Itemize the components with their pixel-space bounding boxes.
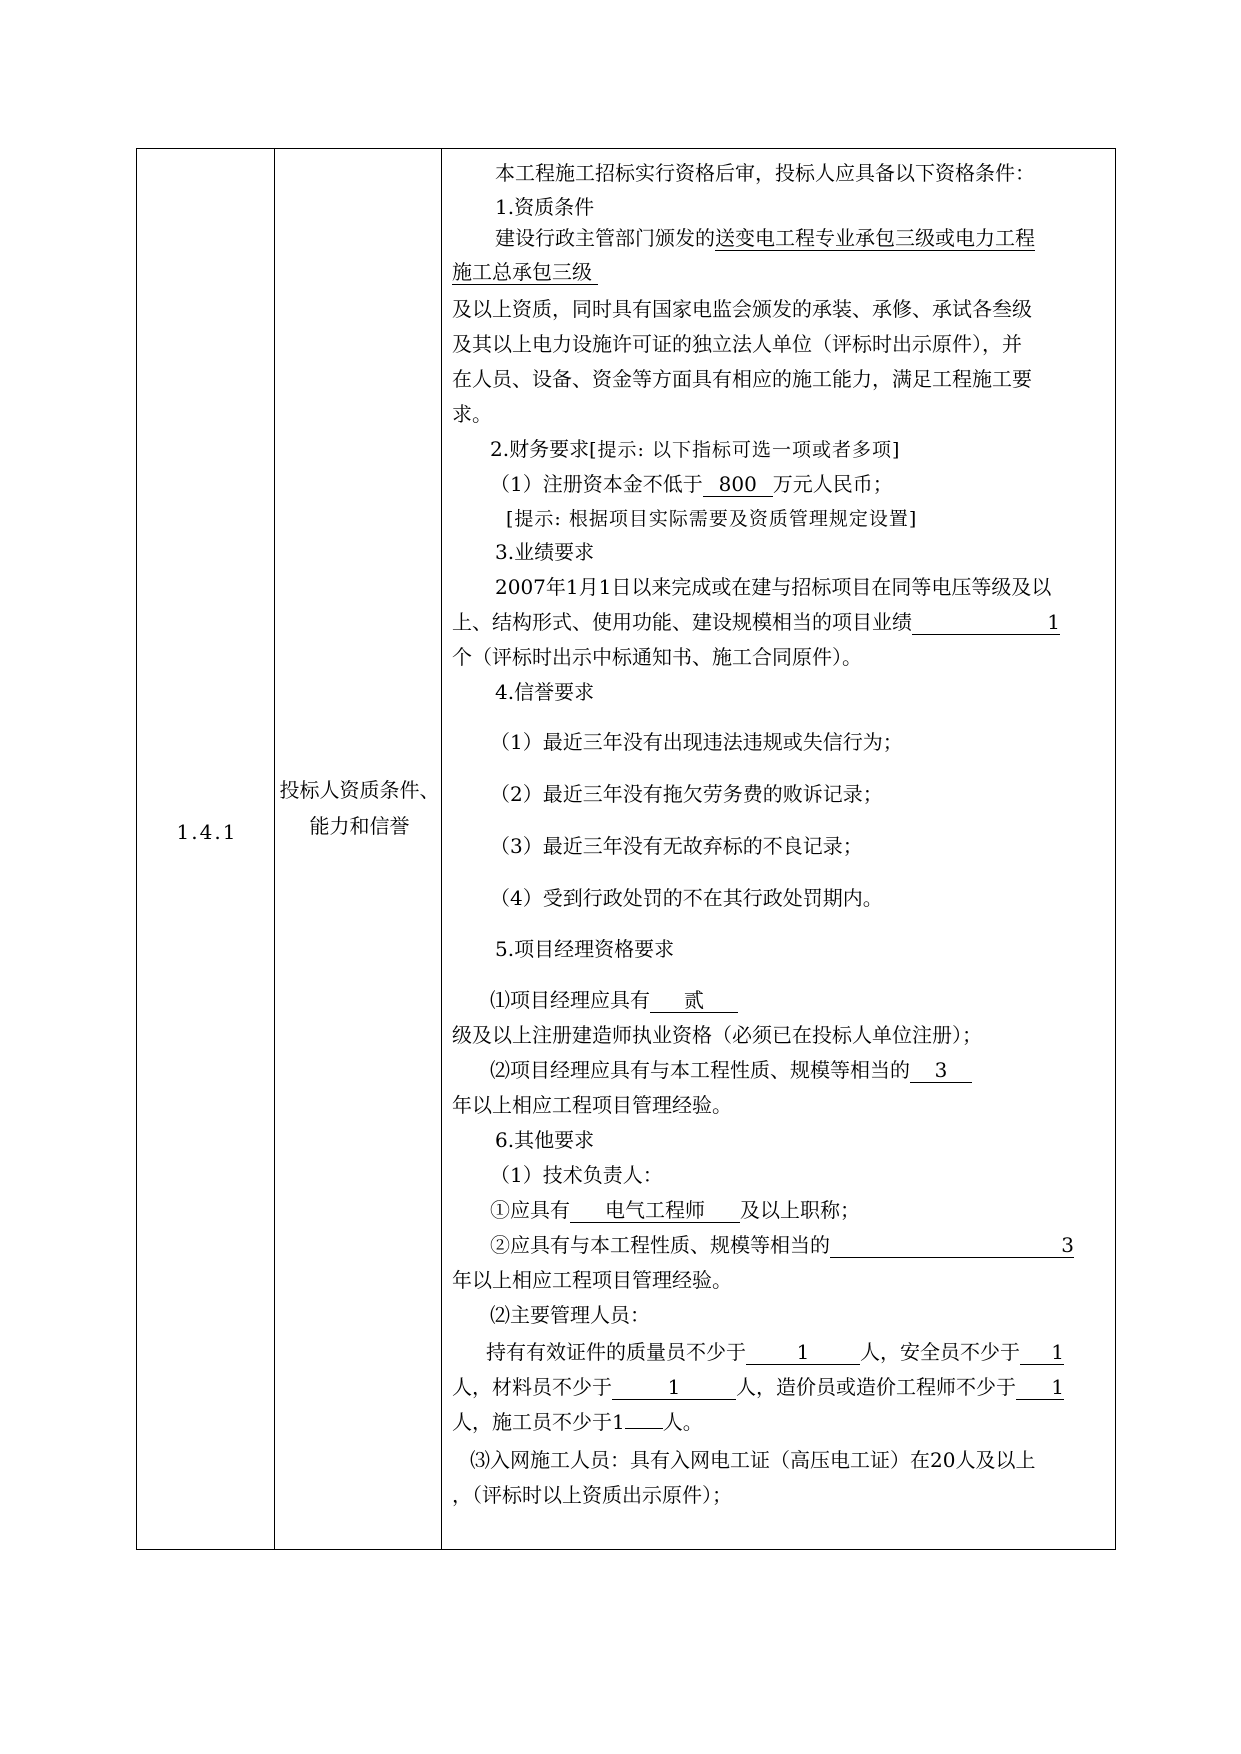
qualification-line-3: 及以上资质，同时具有国家电监会颁发的承装、承修、承试各叁级: [452, 297, 1032, 321]
staff-line-3-blank: [625, 1428, 663, 1429]
staff-line-3-b: 人。: [662, 1410, 703, 1434]
finance-hint: [提示: 以下指标可选一项或者多项]: [589, 439, 901, 461]
finance-item-1: [490, 470, 893, 498]
credit-heading: 4.信誉要求: [495, 680, 595, 704]
credit-item-4: （4）受到行政处罚的不在其行政处罚期内。: [490, 886, 883, 910]
grid-workers-line-2: ，（评标时以上资质出示原件）；: [452, 1483, 732, 1507]
tech-lead-a-suffix: 及以上职称；: [740, 1198, 860, 1222]
staff-line-1-a: 持有有效证件的质量员不少于: [486, 1340, 746, 1364]
intro-text: 本工程施工招标实行资格后审，投标人应具备以下资格条件：: [495, 161, 1035, 185]
grid-workers-line-1: ⑶入网施工人员：具有入网电工证（高压电工证）在20人及以上: [470, 1448, 1036, 1472]
manager-item-2: [490, 1056, 972, 1084]
qualification-line-6: 求。: [452, 402, 492, 426]
qualification-prefix: 建设行政主管部门颁发的: [495, 226, 715, 250]
credit-item-1: （1）最近三年没有出现违法违规或失信行为；: [490, 730, 903, 754]
finance-heading-line: [490, 435, 900, 464]
staff-line-2-a: 人，材料员不少于: [452, 1375, 612, 1399]
tech-lead-title: 电气工程师: [570, 1198, 740, 1223]
column-divider-2: [441, 148, 442, 1550]
qualification-underlined-2: 施工总承包三级: [452, 260, 598, 285]
qualification-line-2: [452, 258, 598, 286]
staff-line-1: [486, 1338, 1064, 1366]
material-clerk-count: 1: [612, 1375, 736, 1400]
constructor-grade: 贰: [650, 988, 738, 1013]
qualification-underlined-1: 送变电工程专业承包三级或电力工程: [715, 226, 1035, 250]
tech-lead-a-prefix: ①应具有: [490, 1198, 570, 1222]
staff-line-3-a: 人，施工员不少于1: [452, 1410, 625, 1434]
clause-number: 1.4.1: [176, 820, 238, 844]
performance-line-3: 个（评标时出示中标通知书、施工合同原件）。: [452, 645, 862, 669]
staff-heading: ⑵主要管理人员：: [490, 1303, 650, 1327]
manager-item-1: [490, 986, 738, 1014]
manager-experience-years: 3: [910, 1058, 972, 1083]
tech-lead-experience-years: 3: [830, 1233, 1074, 1258]
other-heading: 6.其他要求: [495, 1128, 595, 1152]
manager-item-2-prefix: ⑵项目经理应具有与本工程性质、规模等相当的: [490, 1058, 910, 1082]
tech-lead-item-b: [490, 1231, 1074, 1259]
manager-item-1-prefix: ⑴项目经理应具有: [490, 988, 650, 1012]
qualification-line-1: [495, 224, 1035, 252]
registered-capital-value: 800: [703, 472, 773, 497]
tech-lead-b-prefix: ②应具有与本工程性质、规模等相当的: [490, 1233, 830, 1257]
tech-lead-item-b-line-2: 年以上相应工程项目管理经验。: [452, 1268, 732, 1292]
finance-item-prefix: （1）注册资本金不低于: [490, 472, 703, 496]
performance-prefix: 上、结构形式、使用功能、建设规模相当的项目业绩: [452, 610, 912, 634]
performance-heading: 3.业绩要求: [495, 540, 595, 564]
staff-line-3: [452, 1408, 703, 1436]
finance-hint-2: [提示: 根据项目实际需要及资质管理规定设置]: [506, 508, 918, 530]
credit-item-2: （2）最近三年没有拖欠劳务费的败诉记录；: [490, 782, 883, 806]
performance-line-2: [452, 608, 1060, 636]
staff-line-1-b: 人，安全员不少于: [860, 1340, 1020, 1364]
qualification-heading: 1.资质条件: [495, 195, 595, 219]
safety-officer-count: 1: [1020, 1340, 1064, 1365]
finance-heading: 2.财务要求: [490, 437, 590, 461]
manager-heading: 5.项目经理资格要求: [495, 937, 675, 961]
manager-item-1-line-2: 级及以上注册建造师执业资格（必须已在投标人单位注册）；: [452, 1023, 982, 1047]
quality-inspector-count: 1: [746, 1340, 860, 1365]
manager-item-2-line-2: 年以上相应工程项目管理经验。: [452, 1093, 732, 1117]
performance-count: 1: [912, 610, 1060, 635]
staff-line-2-b: 人，造价员或造价工程师不少于: [736, 1375, 1016, 1399]
qualification-line-5: 在人员、设备、资金等方面具有相应的施工能力，满足工程施工要: [452, 367, 1032, 391]
qualification-line-4: 及其以上电力设施许可证的独立法人单位（评标时出示原件），并: [452, 332, 1022, 356]
performance-line-1: 2007年1月1日以来完成或在建与招标项目在同等电压等级及以: [495, 575, 1052, 599]
tech-lead-heading: （1）技术负责人：: [490, 1163, 663, 1187]
cost-engineer-count: 1: [1016, 1375, 1064, 1400]
column-divider-1: [274, 148, 275, 1550]
staff-line-2: [452, 1373, 1064, 1401]
tech-lead-item-a: [490, 1196, 860, 1224]
credit-item-3: （3）最近三年没有无故弃标的不良记录；: [490, 834, 863, 858]
clause-title: 投标人资质条件、能力和信誉: [279, 778, 440, 838]
finance-item-suffix: 万元人民币；: [772, 472, 893, 496]
